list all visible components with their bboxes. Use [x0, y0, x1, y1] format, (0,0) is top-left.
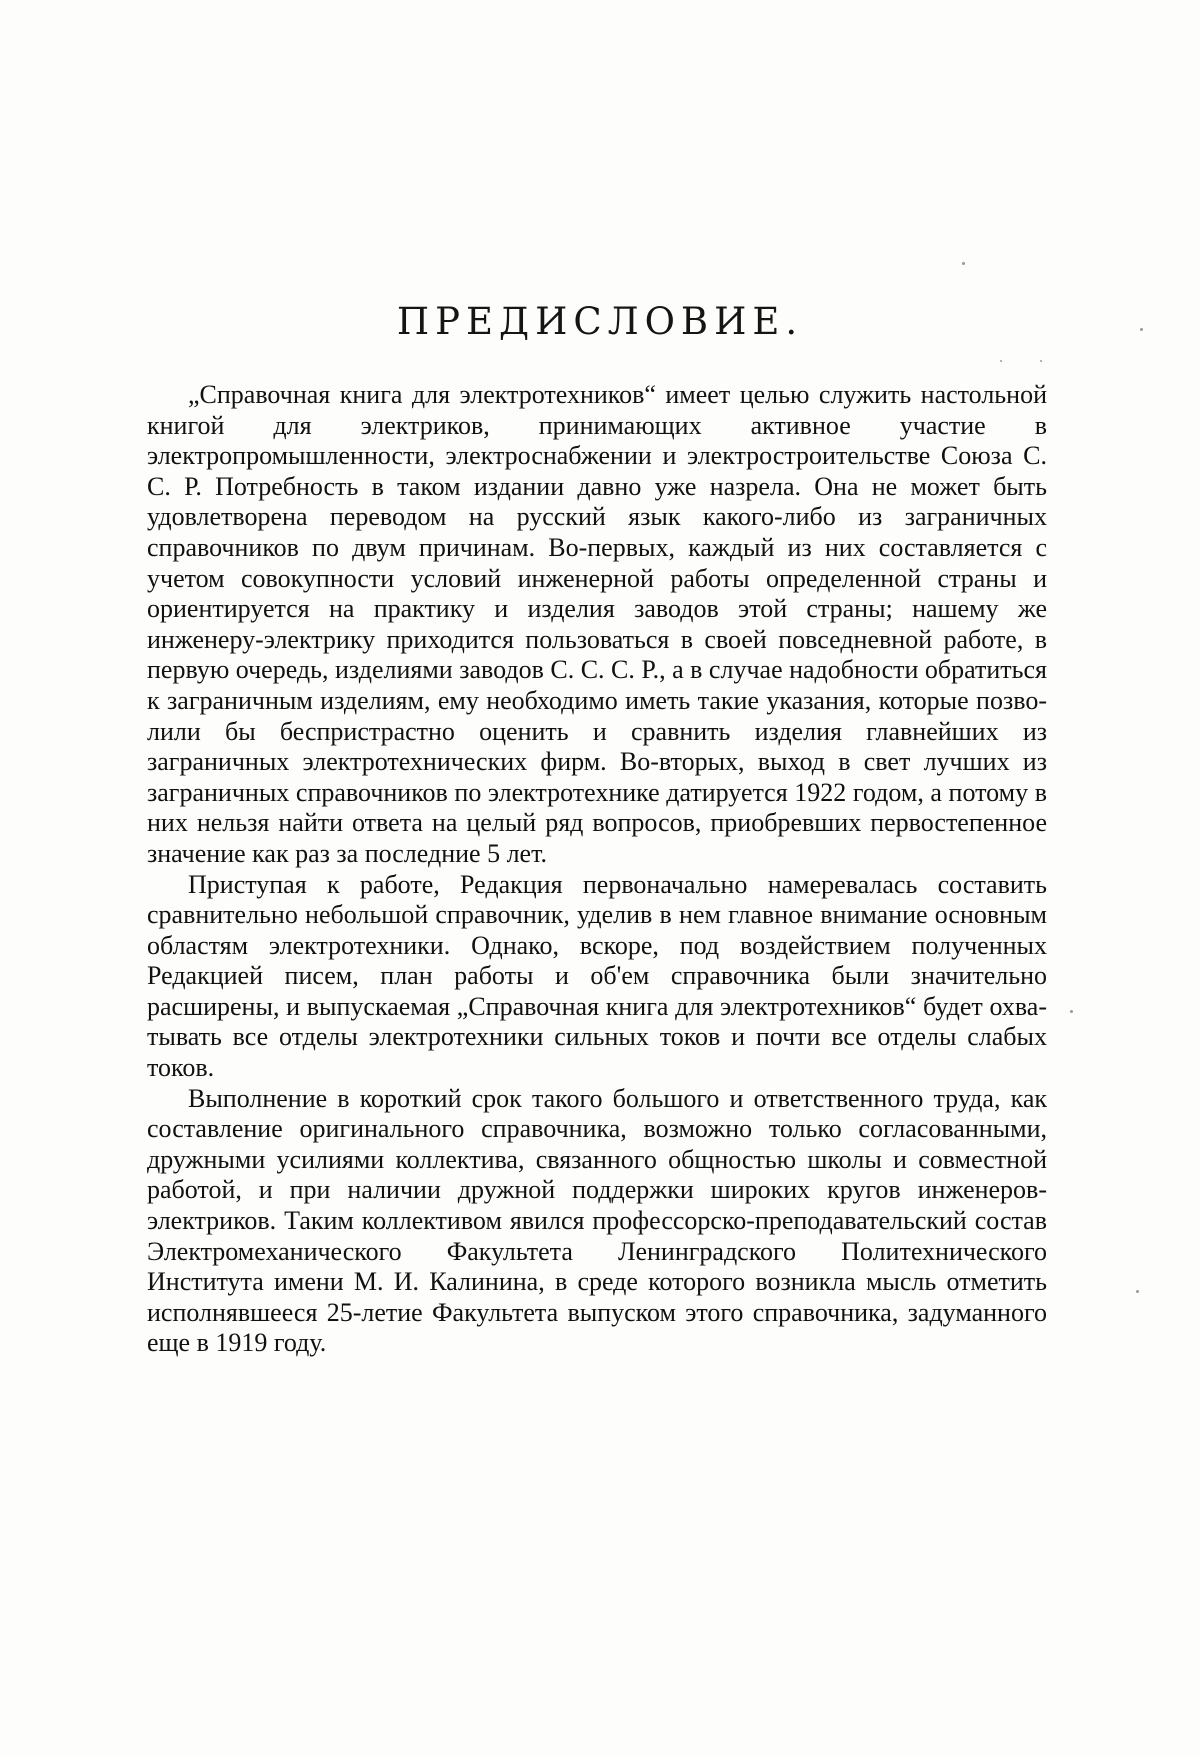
paragraph-purpose: „Справочная книга для электротехников“ имеет целью служить настольной книгой для электриков, принимающих активное участие в электропромышленности, электроснабжении и электростроительстве Союза С. С. Р. Потребность в таком издании давно уже назрела. Она не может быть удовлетворена переводом на русский язык какого-либо из заграничных справочников по двум причинам. Во-первых, каждый из них составляется с учетом совокупности условий инженерной работы определенной страны и ориентируется на практику и изделия заводов этой страны; нашему же инженеру-электрику приходится пользоваться в своей повседневной работе, в первую очередь, изделиями заводов С. С. С. Р., а в случае надобности обратиться к заграничным изделиям, ему необходимо иметь такие указания, которые позволили бы беспристрастно оценить и сравнить изделия главнейших из заграничных электротехнических фирм. Во-вторых, выход в свет лучших из заграничных справочников по электротехнике датируется 1922 годом, а потому в них нельзя найти ответа на целый ряд вопросов, приобревших первостепенное значение как раз за последние 5 лет. [147, 380, 1047, 868]
scan-speck [1140, 328, 1143, 331]
scan-speck [1136, 1290, 1139, 1293]
scan-speck [1070, 1010, 1073, 1013]
page-heading: ПРЕДИСЛОВИЕ. [396, 300, 804, 343]
scan-speck [1040, 360, 1042, 362]
preface-body [147, 380, 1047, 1359]
scan-speck [1000, 360, 1002, 362]
paragraph-collective: Выполнение в короткий срок такого большого и ответственного труда, как составление оригинального справочника, возможно только согласованными, дружными усилиями коллектива, связанного общностью школы и совместной работой, и при наличии дружной поддержки широких кругов инженеров-электриков. Таким коллективом явился профессорско-преподавательский состав Электромеханического Факультета Ленинградского Политехнического Института имени М. И. Калинина, в среде которого возникла мысль отметить исполнявшееся 25-летие Факультета выпуском этого справочника, задуманного еще в 1919 году. [147, 1083, 1047, 1358]
scan-speck [962, 262, 965, 265]
paragraph-plan: Приступая к работе, Редакция первоначально намеревалась составить сравнительно небольшой справочник, уделив в нем главное внимание основным областям электротехники. Однако, вскоре, под воздействием полученных Редакцией писем, план работы и об'ем справочника были значительно расширены, и выпускаемая „Справочная книга для электротехников“ будет охватывать все отделы электротехники сильных токов и почти все отделы слабых токов. [147, 869, 1047, 1083]
